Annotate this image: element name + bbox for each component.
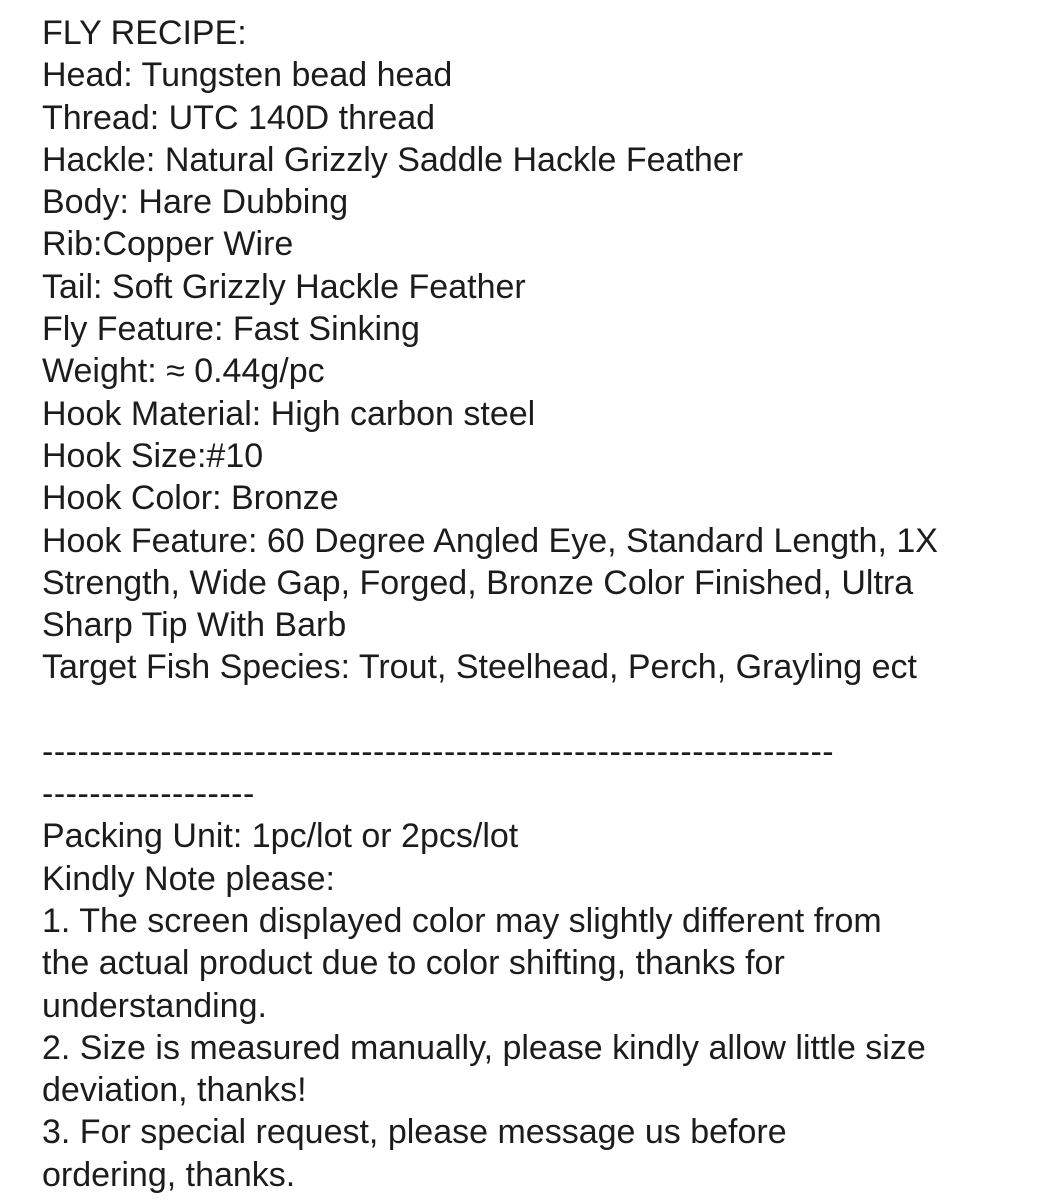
kindly-note-heading: Kindly Note please: — [42, 859, 335, 898]
note-2-line-2: deviation, thanks! — [42, 1071, 307, 1110]
recipe-hook-size: Hook Size:#10 — [42, 436, 264, 475]
recipe-hook-feature-line-1: Hook Feature: 60 Degree Angled Eye, Standard Length, 1X — [42, 521, 938, 560]
recipe-weight: Weight: ≈ 0.44g/pc — [42, 352, 325, 391]
recipe-hook-feature-line-3: Sharp Tip With Barb — [42, 606, 347, 645]
recipe-hook-color: Hook Color: Bronze — [42, 479, 339, 518]
recipe-head: Head: Tungsten bead head — [42, 56, 453, 95]
recipe-hook-material: Hook Material: High carbon steel — [42, 394, 536, 433]
packing-unit: Packing Unit: 1pc/lot or 2pcs/lot — [42, 817, 519, 856]
note-1-line-1: 1. The screen displayed color may slightly different from — [42, 901, 882, 940]
recipe-rib: Rib:Copper Wire — [42, 225, 294, 264]
note-2-line-1: 2. Size is measured manually, please kindly allow little size — [42, 1028, 926, 1067]
recipe-body: Body: Hare Dubbing — [42, 183, 349, 222]
recipe-title: FLY RECIPE: — [42, 14, 247, 52]
note-1-line-3: understanding. — [42, 986, 267, 1025]
recipe-hackle: Hackle: Natural Grizzly Saddle Hackle Feather — [42, 140, 744, 179]
divider-line-2: ------------------ — [42, 775, 255, 814]
divider-line-1: ------------------------------------------------------------------- — [42, 732, 835, 771]
recipe-fly-feature: Fly Feature: Fast Sinking — [42, 310, 420, 349]
recipe-tail: Tail: Soft Grizzly Hackle Feather — [42, 267, 526, 306]
product-description-text — [42, 12, 1032, 1196]
note-3-line-1: 3. For special request, please message us before — [42, 1113, 787, 1152]
note-1-line-2: the actual product due to color shifting, thanks for — [42, 944, 785, 983]
recipe-thread: Thread: UTC 140D thread — [42, 98, 436, 137]
recipe-target-fish: Target Fish Species: Trout, Steelhead, Perch, Grayling ect — [42, 648, 917, 687]
note-3-line-2: ordering, thanks. — [42, 1155, 296, 1194]
recipe-hook-feature-line-2: Strength, Wide Gap, Forged, Bronze Color Finished, Ultra — [42, 563, 914, 602]
spacer — [42, 689, 1032, 731]
